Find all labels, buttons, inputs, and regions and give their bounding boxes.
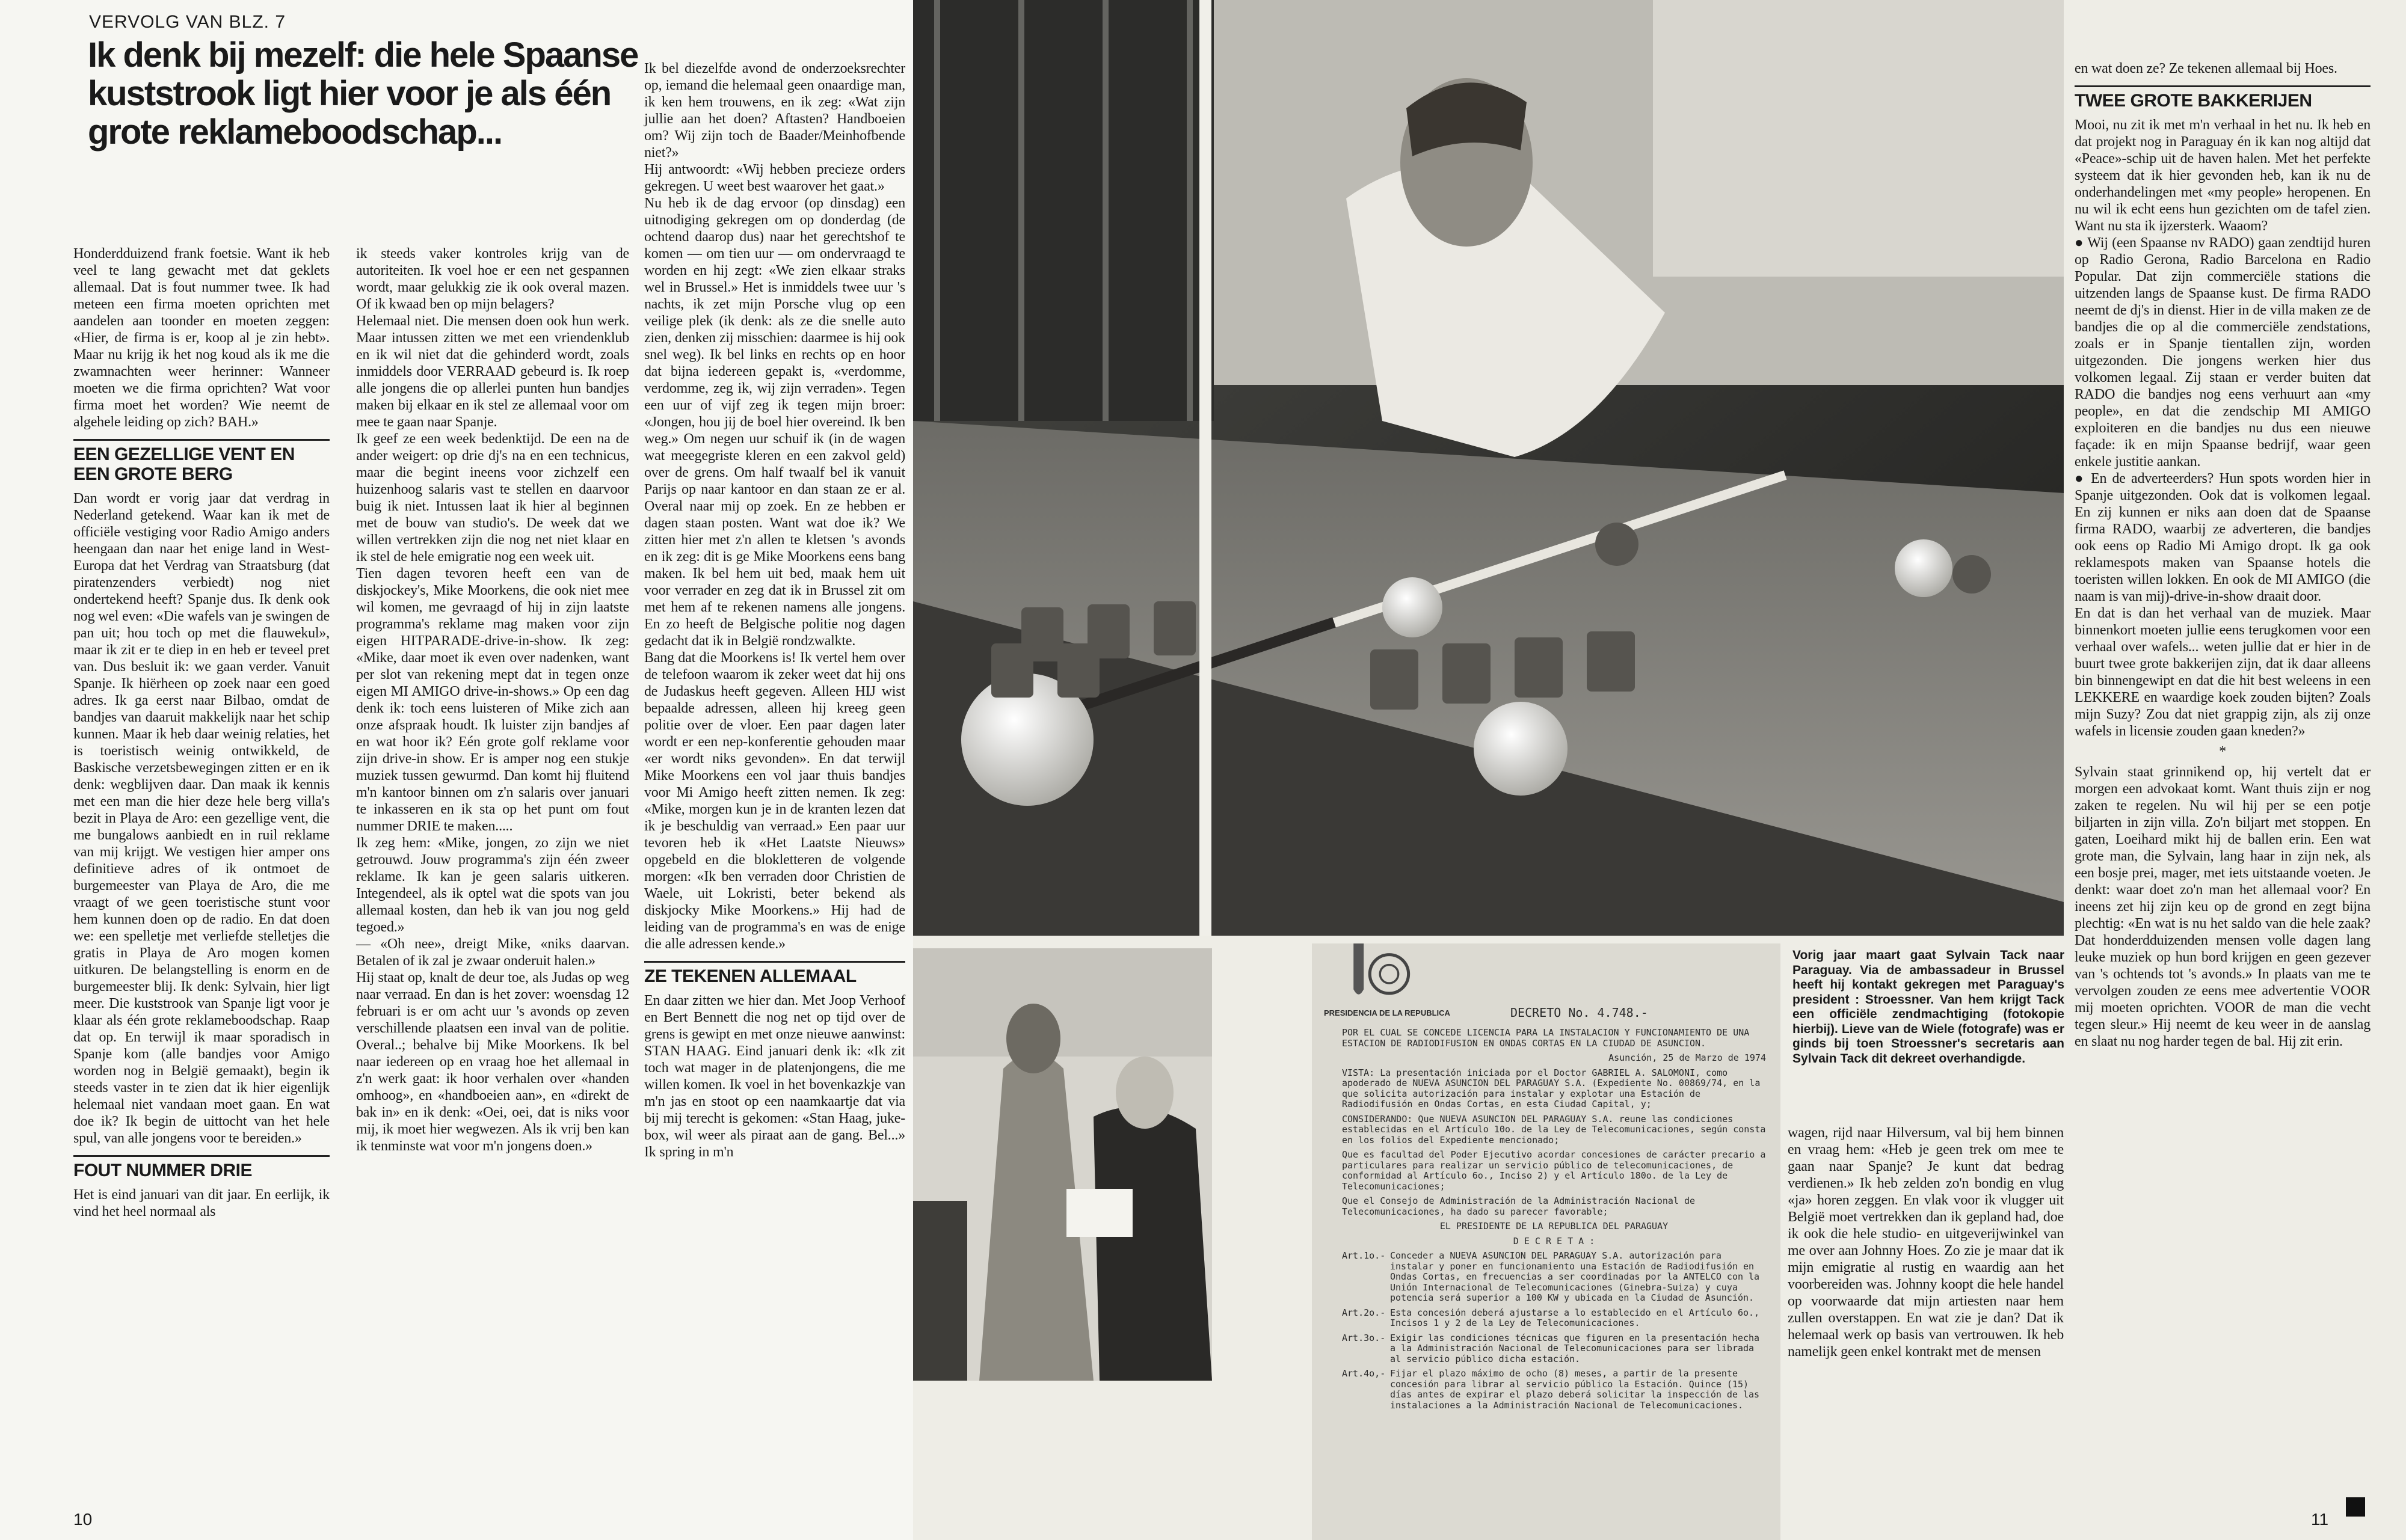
continued-from-label: VERVOLG VAN BLZ. 7: [89, 12, 286, 32]
paragraph: Ik bel diezelfde avond de onderzoeksrechter op, iemand die helemaal geen onaardige man, ik ken hem trouwens, en ik zeg: «Wat zijn jullie aan het doen? Aftasten? Handboeien om? Wij zijn toch de Baader/Meinhofbende niet?»: [644, 61, 905, 161]
end-of-article-mark: [2346, 1497, 2365, 1517]
section-heading: TWEE GROTE BAKKERIJEN: [2075, 85, 2371, 111]
article-column-1: [73, 245, 330, 1220]
article-text: Conceder a NUEVA ASUNCION DEL PARAGUAY S.A. autorización para instalar y poner en funcionamiento una Estación de Radiodifusión en Ondas Cortas, en frecuencias a ser coordinadas por la ANTELCO con la Unión Internacional de Telecomunicaciones (Ginebra-Suiza) y cuya potencia será superior a 100 KW y ubicada en la Ciudad de Asunción.: [1390, 1250, 1760, 1303]
paragraph: ● Wij (een Spaanse nv RADO) gaan zendtijd huren op Radio Gerona, Radio Barcelona en Radio Popular. Dat zijn commerciële stations die uitzenden langs de Spaanse kust. De firma RADO neemt de dj's in dienst. Hier in de villa maken ze de bandjes die op al die commerciële zendstations, zoals er in Spanje tientallen zijn, worden uitgezonden. Die jongens werken hier dus volkomen legaal. Zij staan er verder buiten dat RADO die bandjes nog eens verhuurt aan «my people», en dat die zendschip MI AMIGO exploiteren en die bandjes nu dus een nieuwe façade: ik en mijn Spaanse bedrijf, waar geen enkele justitie aankan.: [2075, 235, 2371, 470]
article-column-4: [1788, 1124, 2064, 1360]
handshake-photo-image: [913, 948, 1212, 1381]
paragraph: Sylvain staat grinnikend op, hij vertelt dat er morgen een advokaat komt. Want thuis zijn er nog zaken te regelen. Nu wil hij per se een potje biljarten in zijn villa. Zo'n biljart met stoppen. En gaten, Loeihard mikt hij de ballen erin. Een wat grote man, die Sylvain, lang haar in zijn nek, als een bosje prei, mager, met iets uitstaande voeten. Je denkt: waar doet zo'n man het allemaal voor? En ineens zet hij zijn keu op de grond en zegt bijna plechtig: «En wat is nu het saldo van die hele zaak? Dat honderdduizenden mensen volle dagen lang leuke muziek op hun bord krijgen en geen gezever van 's ochtends tot 's avonds.» In plaats van me te vervolgen zouden ze eens mee advertentie VOOR mij moeten oprichten. VOOR de man die vecht tegen sleur.» Hij neemt de keu weer in de aanslag en slaat nu nog harder tegen de bal. Hij zit erin.: [2075, 764, 2371, 1049]
decree-paragraph: EL PRESIDENTE DE LA REPUBLICA DEL PARAGUAY: [1439, 1221, 1669, 1232]
decree-article: [1342, 1308, 1766, 1329]
decree-paragraph: Que es facultad del Poder Ejecutivo acordar concesiones de carácter precario a particulares para realizar un servicio público de telecomunicaciones, de conformidad al Artículo 6o., Inciso 2) y el Artículo 180o. de la Ley de Telecomunicaciones;: [1342, 1149, 1766, 1192]
paragraph: Bang dat die Moorkens is! Ik vertel hem over de telefoon waarom ik zeker weet dat hij ons de Judaskus heeft gegeven. Alleen HIJ wist bepaalde adressen, alleen hij kreeg geen politie over de vloer. Een paar dagen later wordt er een nep-konferentie gehouden maar «er wordt niks gevonden». En dat terwijl Mike Moorkens een vol jaar thuis bandjes voor Mi Amigo heeft zitten nemen. Ik zeg: «Mike, morgen kun je in de kranten lezen dat ik je beschuldig van verraad.» Een paar uur tevoren heb ik «Het Laatste Nieuws» opgebeld en die blokletteren de volgende morgen: «Ik ben verraden door Christien de Waele, uit Lokristi, beter bekend als diskjocky Mike Moorkens.» Hij had de leiding van de programma's en was de enige die alle adressen kende.»: [644, 650, 905, 952]
article-label: Art.2o.-: [1342, 1307, 1386, 1318]
article-headline: Ik denk bij mezelf: die hele Spaanse kuststrook ligt hier voor je als één grote reklameboodschap...: [88, 35, 638, 152]
page-number-left: 10: [73, 1510, 93, 1529]
handshake-photo: [913, 948, 1212, 1381]
decree-article: [1342, 1333, 1766, 1365]
article-column-2: [356, 245, 629, 1155]
paragraph: *: [2219, 744, 2226, 759]
article-text: Fijar el plazo máximo de ocho (8) meses, a partir de la presente concesión para librar al servicio público la Estación. Quince (15) días antes de expirar el plazo deberá solicitar la inspección de las instalaciones a la Administración Nacional de Telecomunicaciones.: [1390, 1368, 1760, 1411]
paragraph: Mooi, nu zit ik met m'n verhaal in het nu. Ik heb en dat projekt nog in Paraguay én ik kan nog altijd dat «Peace»-schip uit de haven halen. Met het perfekte systeem dat ik hier gevonden heb, kan ik nu de onderhandelingen met «my people» heropenen. En nu wil ik echt eens hun gezichten om de tafel zien. Want nu sta ik ijzersterk. Waaom?: [2075, 117, 2371, 234]
article-text: Esta concesión deberá ajustarse a lo establecido en el Artículo 6o., Incisos 1 y 2 de la Ley de Telecomunicaciones.: [1390, 1307, 1760, 1328]
decree-body: [1342, 1028, 1766, 1415]
article-label: Art.4o,-: [1342, 1368, 1386, 1379]
decree-article: [1342, 1251, 1766, 1304]
photo-caption: Vorig jaar maart gaat Sylvain Tack naar Paraguay. Via de ambassadeur in Brussel heeft hij kontakt gekregen met Paraguay's president : Stroessner. Van hem krijgt Tack een officiële zendmachtiging (fotokopie hierbij). Lieve van de Wiele (fotografe) was er ginds bij toen Stroessner's secretaris aan Sylvain Tack dit dekreet overhandigde.: [1792, 948, 2064, 1066]
decree-paragraph: Que el Consejo de Administración de la Administración Nacional de Telecomunicaciones, ha dado su parecer favorable;: [1342, 1195, 1695, 1217]
article-column-5: [2075, 60, 2371, 1050]
paragraph: Helemaal niet. Die mensen doen ook hun werk. Maar intussen zitten we met een vriendenklub en ik wil niet dat die gehinderd wordt, zoals inmiddels door VERRAAD gebeurd is. Ik roep alle jongens die op allerlei punten hun bandjes maken bij elkaar en ik stel ze allemaal voor om mee te gaan naar Spanje.: [356, 313, 629, 430]
section-heading: ZE TEKENEN ALLEMAAL: [644, 961, 905, 986]
paragraph: Ik geef ze een week bedenktijd. De een na de ander weigert: op drie dj's na en een technicus, maar die begint ineens voor zichzelf een huizenhoog salaris vast te stellen en daarvoor buig ik niet. Intussen laat ik hier al beginnen met de bouw van studio's. De week dat we willen vertrekken zijn die nog net niet klaar en ik stel de hele emigratie nog een week uit.: [356, 431, 629, 565]
decree-paragraph: Asunción, 25 de Marzo de 1974: [1608, 1052, 1766, 1063]
coat-of-arms-icon: [1324, 943, 1444, 1010]
paragraph: Honderdduizend frank foetsie. Want ik heb veel te lang gewacht met dat geklets allemaal. Dat is fout nummer twee. Ik had meteen een firma moeten oprichten met aandelen aan toonder en moeten zeggen: «Hier, de firma is er, koop al je zin hebt». Maar nu krijg ik het nog koud als ik me die zwamnachten weer herinner: Wanneer moeten we die firma oprichten? Wat voor firma moet het worden? Wie neemt de algehele leiding op zich? BAH.»: [73, 246, 330, 430]
article-label: Art.1o.-: [1342, 1250, 1386, 1261]
article-column-3: [644, 60, 905, 1161]
paragraph: En daar zitten we hier dan. Met Joop Verhoof en Bert Bennett die nog net op tijd over de grens is gewipt en met onze nieuwe aanwinst: STAN HAAG. Eind januari denk ik: «Ik zit toch wat mager in de platenjongens, die me willen komen. Ik voel in het bovenkazkje van m'n jas en stoot op een naamkaartje dat via bij mij terecht is gekomen: «Stan Haag, juke-box, wil weer als piraat aan de gang. Bel...» Ik spring in m'n: [644, 993, 905, 1160]
paragraph: ● En de adverteerders? Hun spots worden hier in Spanje uitgezonden. Ook dat is volkomen legaal. En zij kunnen er niks aan doen dat de Spaanse firma RADO, waarbij ze adverteren, die bandjes ook eens op Radio Mi Amigo dropt. Ik ga ook reklamespots maken van Spaanse hotels die toeristen willen lokken. En ook de MI AMIGO (die naam is van mij)-drive-in-show draait door.: [2075, 471, 2371, 604]
decree-paragraph: VISTA: La presentación iniciada por el Doctor GABRIEL A. SALOMONI, como apoderado de NUEVA ASUNCION DEL PARAGUAY S.A. (Expediente No. 00869/74, en la que solicita autorización para instalar y explotar una Estación de Radiodifusión en Ondas Cortas, en esta Ciudad Capital, y;: [1342, 1067, 1761, 1109]
paragraph: en wat doen ze? Ze tekenen allemaal bij Hoes.: [2075, 61, 2337, 76]
paragraph: Hij antwoordt: «Wij hebben precieze orders gekregen. U weet best waarover het gaat.»: [644, 162, 905, 194]
section-heading: EEN GEZELLIGE VENT EN EEN GROTE BERG: [73, 439, 330, 484]
decree-article: [1342, 1369, 1766, 1411]
paragraph: Tien dagen tevoren heeft een van de diskjockey's, Mike Moorkens, die ook niet mee wil komen, me gevraagd of hij in zijn laatste programma's reklame mag maken voor zijn eigen HITPARADE-drive-in-show. Ik zeg: «Mike, daar moet ik even over nadenken, want per slot van rekening mept dat in tegen onze eigen MI AMIGO drive-in-shows.» Op een dag denk ik: toch eens luisteren of Mike zich aan onze afspraak houdt. Ik luister zijn bandjes af en wat hoor ik? Eén grote golf reklame voor zijn drive-in show. Er is amper nog een stukje muziek tussen gewurmd. Dan komt hij fluitend m'n kantoor binnen om z'n salaris over januari te inkasseren en ik sta op het punt om fout nummer DRIE te maken.....: [356, 566, 629, 834]
article-label: Art.3o.-: [1342, 1332, 1386, 1343]
decree-paragraph: POR EL CUAL SE CONCEDE LICENCIA PARA LA INSTALACION Y FUNCIONAMIENTO DE UNA ESTACION DE RADIODIFUSION EN ONDAS CORTAS EN LA CIUDAD DE ASUNCION.: [1342, 1027, 1750, 1049]
decree-paragraph: CONSIDERANDO: Que NUEVA ASUNCION DEL PARAGUAY S.A. reune las condiciones establecidas en el Artículo 10o. de la Ley de Telecomunicaciones, según consta en los folios del Expediente mencionado;: [1342, 1113, 1766, 1146]
billiard-photo: [913, 0, 2064, 936]
decree-letterhead: PRESIDENCIA DE LA REPUBLICA: [1324, 1008, 1450, 1017]
paragraph: Nu heb ik de dag ervoor (op dinsdag) een uitnodiging gekregen om op donderdag (de ochtend daarop dus) naar het gerechtshof te komen — om tien uur — om ondervraagd te worden en hij zegt: «We zien elkaar straks wel in Brussel.» Het is inmiddels twee uur 's nachts, ik zet mijn Porsche vlug op een veilige plek (ik denk: als ze die snelle auto zien, denken zij misschien: daarmee is hij ook snel weg). Ik bel links en rechts op en hoor dat bijna iedereen gepakt is, «verdomme, verdomme, zeg ik, wij zijn verraden». Tegen een uur of vijf zeg ik tegen mijn broer: «Jongen, hou jij de boel hier overeind. Ik ben weg.» Om negen uur schuif ik (in de wagen wat meegegriste kleren en een zakvol geld) over de grens. Om half twaalf bel ik vanuit Parijs op naar kantoor en dan staan ze er al. Overal naar mij op zoek. En ze hebben er dagen staan posten. Want wat doe ik? We zitten hier met z'n allen te kletsen 's avonds en ik zeg: dit is ge Mike Moorkens eens bang maken. Ik bel hem uit bed, maak hem uit voor verrader en zeg dat ik in Brussel zit om met hem af te rekenen namens alle jongens. En zo heeft de Belgische politie nog dagen gedacht dat ik in België rondzwalkte.: [644, 195, 905, 649]
paragraph: Het is eind januari van dit jaar. En eerlijk, ik vind het heel normaal als: [73, 1187, 330, 1219]
article-text: Exigir las condiciones técnicas que figuren en la presentación hecha a la Administración Nacional de Telecomunicaciones para ser librada al servicio público dicha estación.: [1390, 1332, 1760, 1364]
paragraph: En dat is dan het verhaal van de muziek. Maar binnenkort moeten jullie eens terugkomen voor een verhaal over wafels... weten jullie dat er hier in de buurt twee grote bakkerijen zijn, dat ik daar alleens bin binnengewipt en dat die hit best weleens in een LEKKERE en waardige koek zouden bijten? Zoals mijn Suzy? Zou dat niet grappig zijn, als zij onze wafels in licensie zouden gaan kneden?»: [2075, 606, 2371, 739]
decree-paragraph: D E C R E T A :: [1513, 1235, 1595, 1247]
paragraph: ik steeds vaker kontroles krijg van de autoriteiten. Ik voel hoe er een net gespannen wordt, maar gelukkig zie ik ook overal mazen. Of ik kwaad ben op mijn belagers?: [356, 246, 629, 312]
paragraph: wagen, rijd naar Hilversum, val bij hem binnen en vraag hem: «Heb je geen trek om mee te gaan naar Spanje? Je kunt dat bedrag verdienen.» Ik heb zelden zo'n bondig en vlug «ja» horen zeggen. En vlak voor ik vlugger uit België moet vertrekken dan ik gepland had, doe ik ook die hele studio- en uitgeverijwinkel van me over aan Johnny Hoes. Zo zie je maar dat ik mijn emigratie al rustig en waardig aan het voorbereiden was. Johnny koopt die hele handel op voorwaarde dat mijn artiesten naar hem zullen overstappen. En wat zie je dan? Dat ik helemaal werk op basis van vertrouwen. Ik heb namelijk geen enkel kontrakt met de mensen: [1788, 1125, 2064, 1360]
section-heading: FOUT NUMMER DRIE: [73, 1155, 330, 1180]
billiard-photo-image: [913, 0, 2064, 936]
paragraph: Hij staat op, knalt de deur toe, als Judas op weg naar verraad. En dan is het zover: woensdag 12 februari is er om acht uur 's avonds op zeven verschillende plaatsen een inval van de politie. Overal..; behalve bij Mike Moorkens. Ik bel naar iedereen op en vraag hoe het allemaal in z'n werk gaat: ik hoor verhalen over «handen omhoog», en «handboeien aan», en «direkt de bak in» en ik denk: «Oei, oei, dat is niks voor mij, ik moet hier wegwezen. Als ik vrij ben kan ik tenminste wat voor m'n jongens doen.»: [356, 970, 629, 1154]
decree-number: DECRETO No. 4.748.-: [1510, 1005, 1648, 1020]
decree-photocopy: [1312, 943, 1780, 1540]
paragraph: Dan wordt er vorig jaar dat verdrag in Nederland getekend. Waar kan ik met de officiële vestiging voor Radio Amigo anders heengaan dan naar het enige land in West-Europa dat het Verdrag van Straatsburg (dat piratenzenders verbiedt) nog niet ondertekend heeft? Spanje dus. Ik denk ook nog wel even: «Die wafels van je swingen de pan uit; hou toch op met die flauwekul», maar ik zit er te diep in en heb er teveel pret van. Dus besluit ik: we gaan verder. Vanuit Spanje. Ik hiërheen op zoek naar een goed adres. Ik ga eerst naar Bilbao, omdat de bandjes van daaruit makkelijk naar het schip kunnen. Maar ik heb daar weinig relaties, het is toeristisch weinig ontwikkeld, de Baskische verzetsbewegingen zitten er en ik denk: wegblijven daar. Dan maak ik kennis met een man die hier deze hele berg villa's bezit in Playa de Aro: een gezellige vent, die me bungalows aanbiedt en in ruil reklame van mij krijgt. We vestigen hier amper ons definitieve adres of ik ontmoet de burgemeester van Playa de Aro, die me vraagt of we geen toeristische stunt voor hem kunnen doen op de radio. En dat doen we: een spelletje met verliefde stelletjes die gratis in Playa de Aro mogen komen uitkuren. De belangstelling is enorm en de burgemeester blij. Ik denk: Sylvain, hier ligt meer. Die kuststrook van Spanje ligt voor je klaar als één grote reklameboodschap. Raap dat op. En terwijl ik maar sporadisch in Spanje kom (alle bandjes voor Amigo worden nog in België gemaakt), begin ik steeds vaster in te zien dat ik hier eigenlijk helemaal niet vandaan moet gaan. En wat doe ik? Ik begin de uittocht van het hele spul, van alle jongens voor te bereiden.»: [73, 491, 330, 1146]
page-number-right: 11: [2311, 1510, 2329, 1529]
paragraph: Ik zeg hem: «Mike, jongen, zo zijn we niet getrouwd. Jouw programma's zijn één zweer reklame. Ik kan je geen salaris uitkeren. Integendeel, als ik optel wat die spots van jou allemaal kosten, dan heb ik van jou nog geld tegoed.»: [356, 835, 629, 935]
paragraph: — «Oh nee», dreigt Mike, «niks daarvan. Betalen of ik zal je zwaar onderuit halen.»: [356, 936, 629, 969]
